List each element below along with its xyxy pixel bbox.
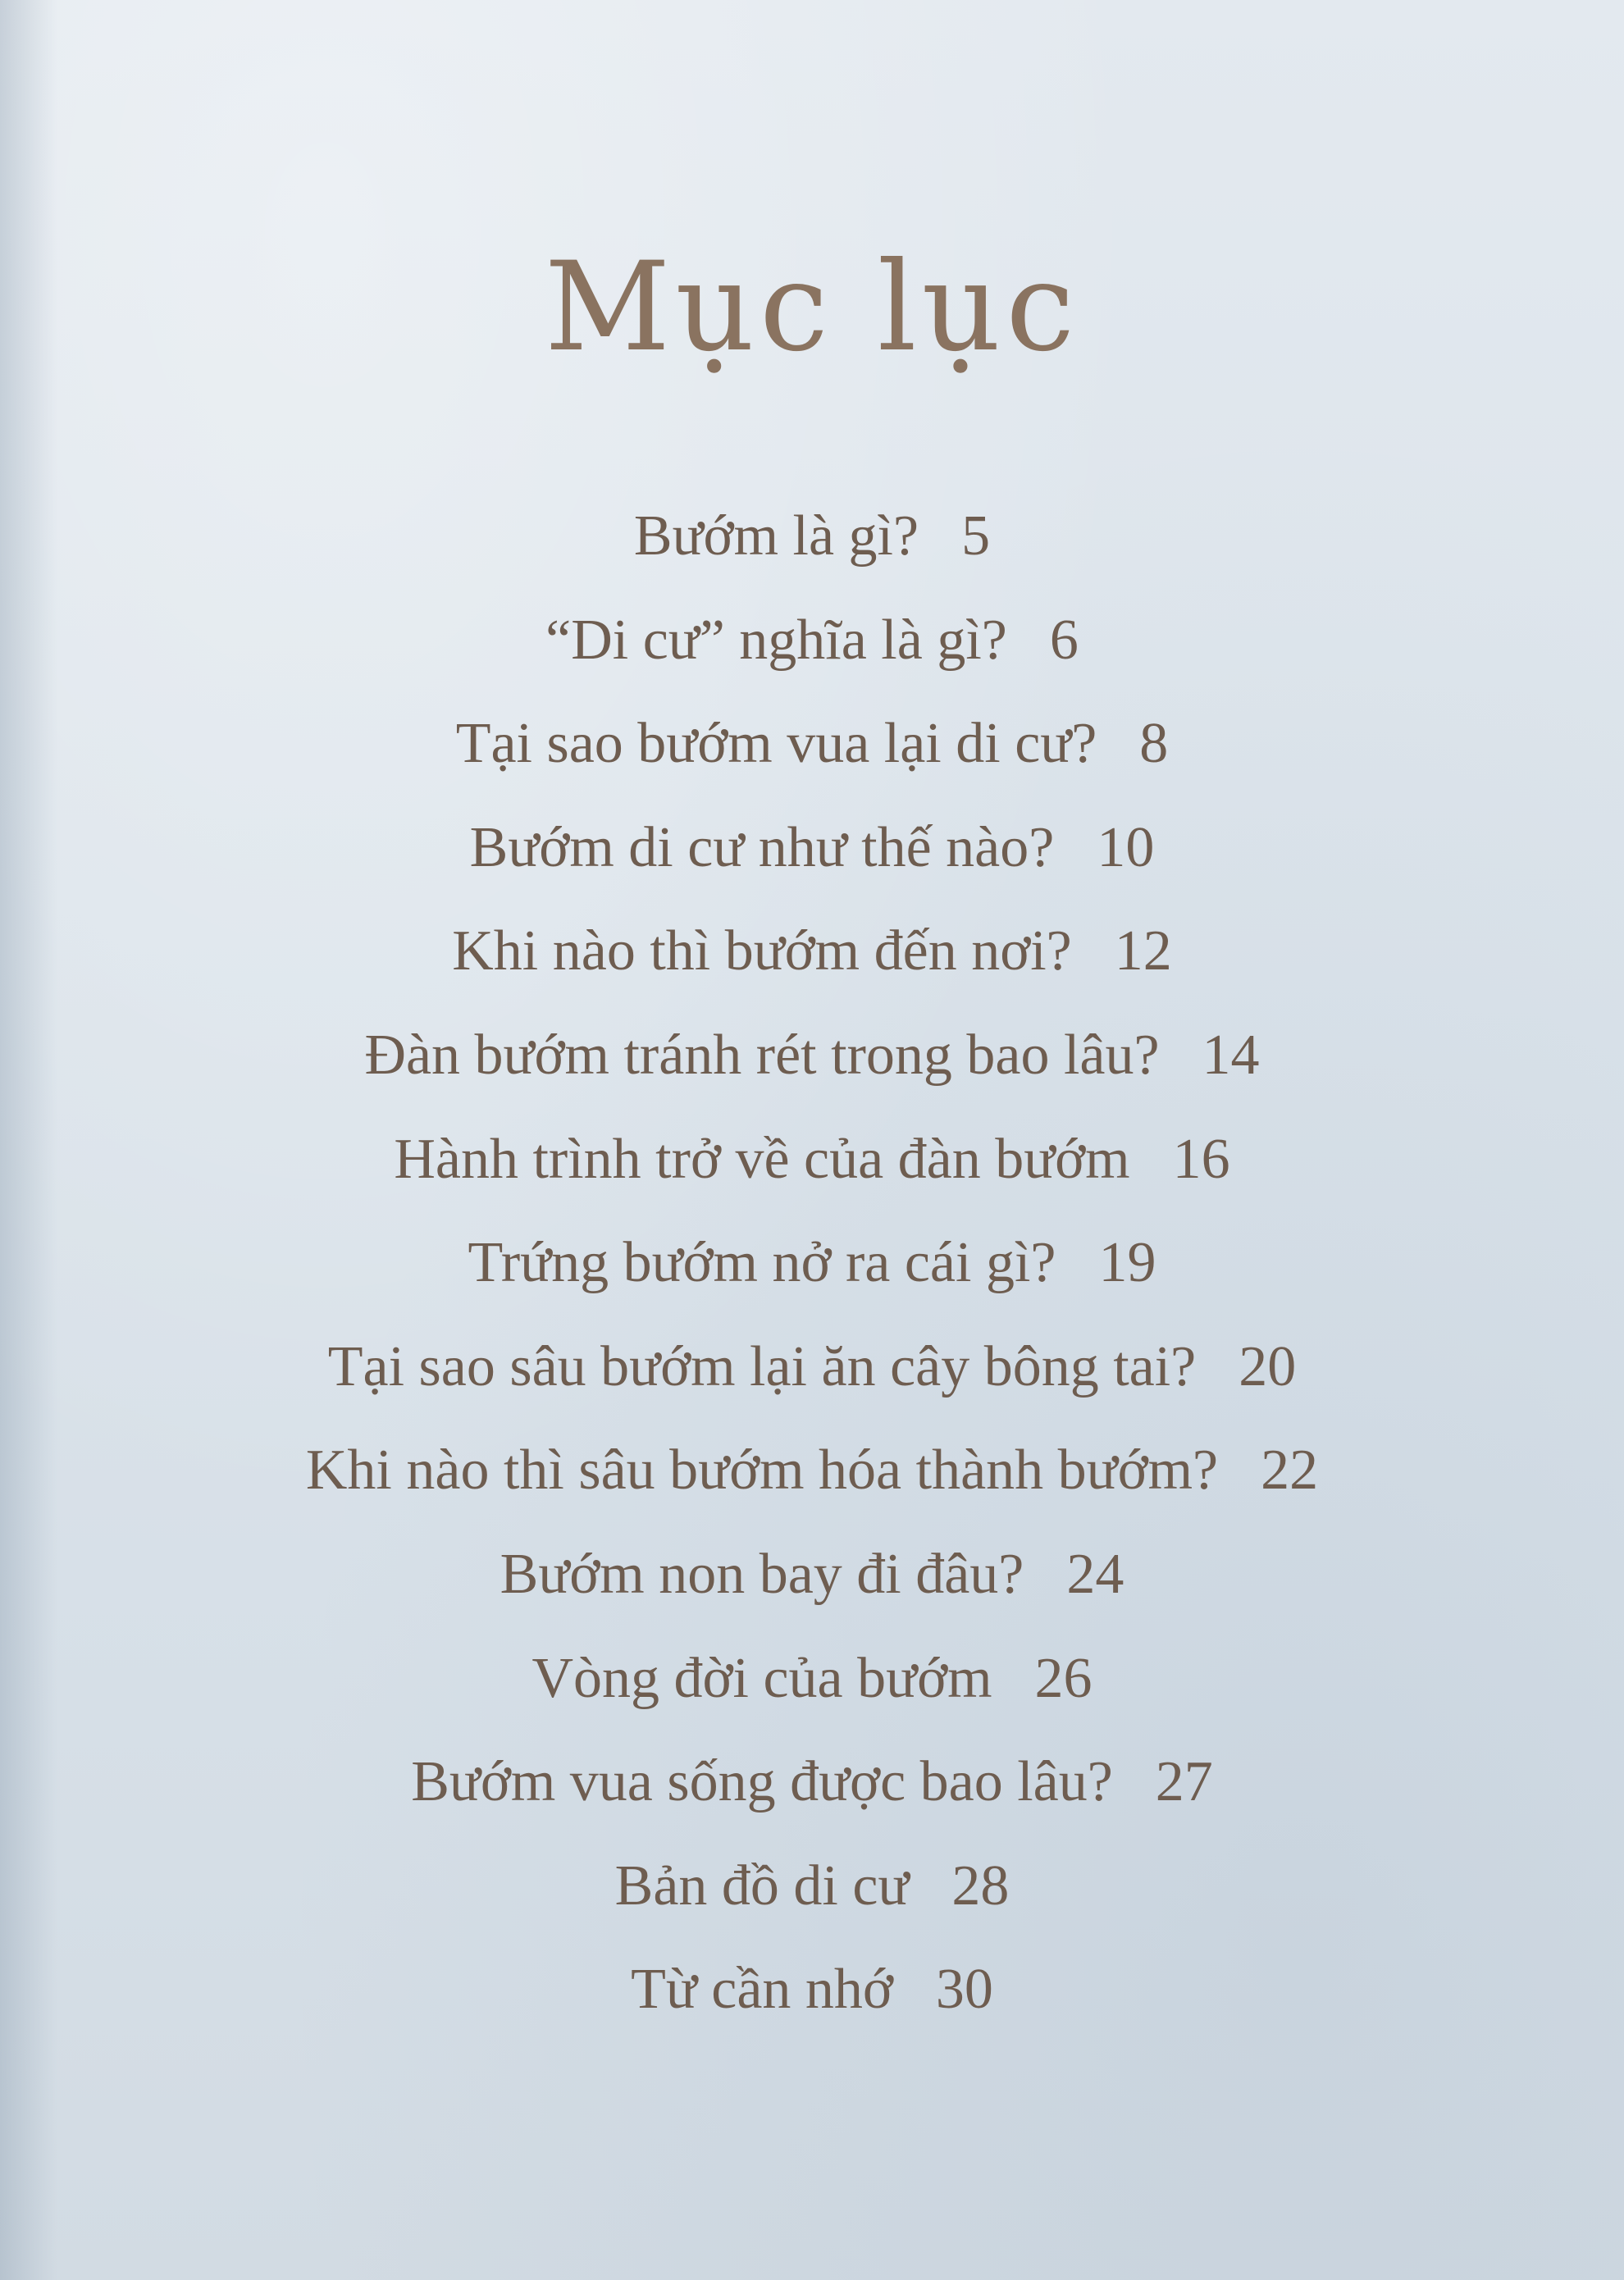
toc-entry-page: 16 [1172,1127,1230,1191]
toc-entry-label: “Di cư” nghĩa là gì? [545,608,1007,672]
toc-entry-page: 10 [1097,815,1155,879]
toc-entry [0,1326,1624,1430]
toc-entry-label: Trứng bướm nở ra cái gì? [468,1231,1056,1295]
toc-entry-page: 27 [1155,1750,1213,1814]
toc-entry [0,1638,1624,1742]
toc-entry-page: 28 [951,1854,1010,1917]
toc-entry-page: 6 [1049,608,1079,672]
toc-entry [0,1845,1624,1949]
toc-entry-label: Bướm di cư như thế nào? [469,815,1055,879]
page-title: Mục lục [544,236,1080,379]
toc-entry [0,1534,1624,1638]
toc-entry-label: Tại sao bướm vua lại di cư? [455,712,1097,776]
toc-entry [0,910,1624,1015]
toc-entry [0,600,1624,704]
toc-entry-page: 22 [1261,1439,1319,1503]
toc-entry-label: Bướm là gì? [633,504,919,568]
toc-entry [0,703,1624,807]
toc-entry [0,1430,1624,1534]
toc-entry-label: Vòng đời của bướm [531,1646,992,1710]
toc-entry-page: 20 [1239,1334,1297,1398]
toc-entry-page: 30 [935,1958,993,2022]
toc-entry-page: 24 [1066,1542,1124,1606]
table-of-contents [0,495,1624,2053]
toc-entry [0,1222,1624,1326]
toc-entry-page: 19 [1098,1231,1156,1295]
toc-entry-page: 26 [1034,1646,1093,1710]
toc-entry-label: Tại sao sâu bướm lại ăn cây bông tai? [327,1334,1197,1398]
toc-entry [0,1119,1624,1223]
toc-entry-label: Đàn bướm tránh rét trong bao lâu? [364,1023,1160,1087]
toc-entry [0,1949,1624,2053]
toc-entry-page: 14 [1202,1023,1260,1087]
toc-entry-label: Khi nào thì sâu bướm hóa thành bướm? [305,1439,1219,1503]
toc-entry-label: Khi nào thì bướm đến nơi? [452,919,1072,983]
toc-entry-page: 8 [1139,712,1169,776]
toc-entry-page: 5 [961,504,991,568]
toc-entry-label: Bản đồ di cư [614,1854,910,1917]
toc-entry-label: Từ cần nhớ [631,1958,893,2022]
toc-entry [0,1015,1624,1119]
toc-entry-label: Hành trình trở về của đàn bướm [394,1127,1130,1191]
toc-entry-label: Bướm vua sống được bao lâu? [411,1750,1113,1814]
toc-entry [0,807,1624,911]
toc-entry-label: Bướm non bay đi đâu? [500,1542,1024,1606]
toc-entry-page: 12 [1114,919,1172,983]
toc-entry [0,495,1624,600]
toc-entry [0,1741,1624,1845]
